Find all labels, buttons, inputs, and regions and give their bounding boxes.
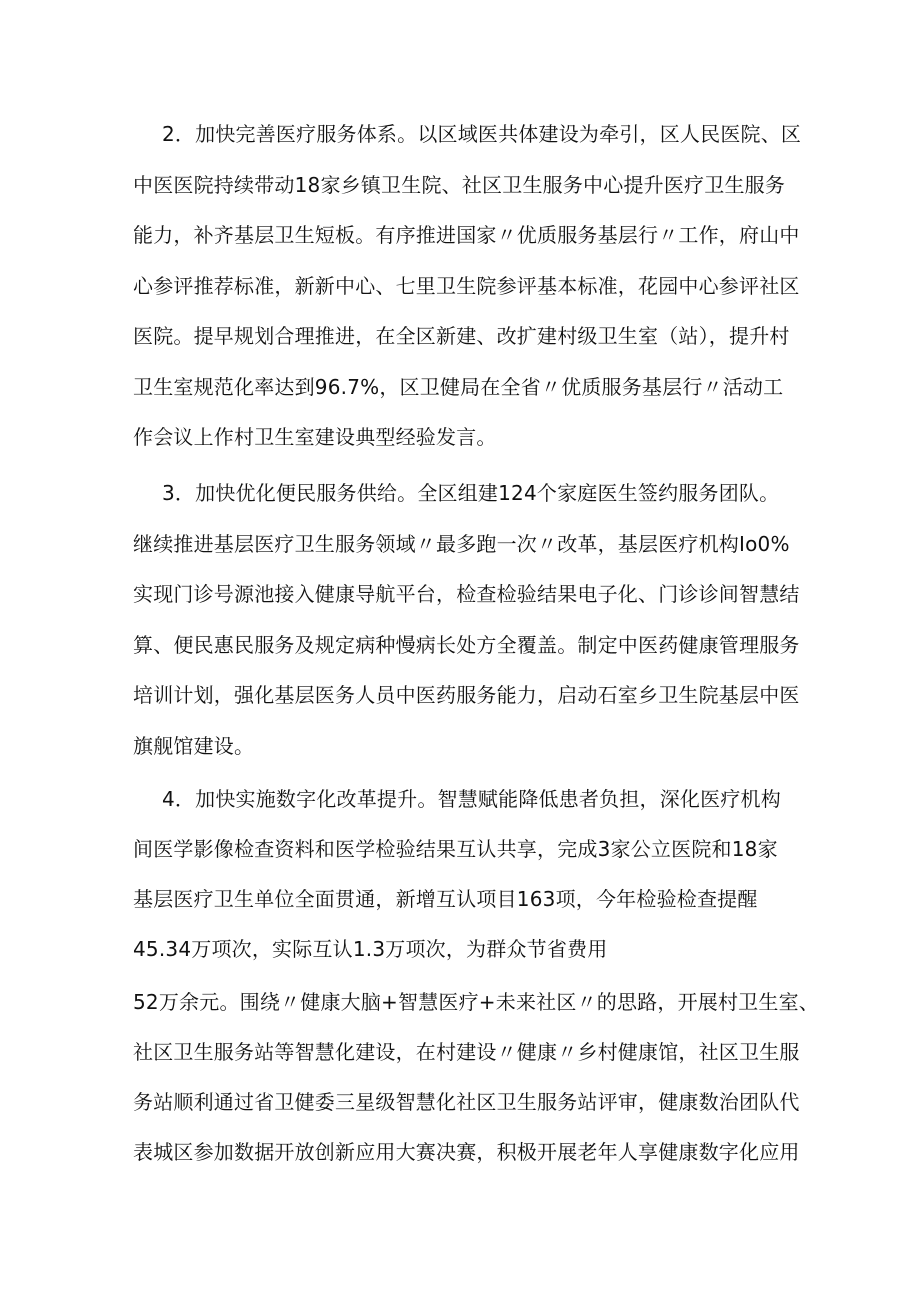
paragraph-2-line-7: 作会议上作村卫生室建设典型经验发言。 — [133, 425, 497, 449]
paragraph-4-line-4: 45.34万项次，实际互认1.3万项次，为群众节省费用 — [133, 937, 608, 961]
paragraph-3-line-6: 旗舰馆建设。 — [133, 734, 255, 758]
paragraph-3-line-5: 培训计划，强化基层医务人员中医药服务能力，启动石室乡卫生院基层中医 — [133, 683, 800, 707]
paragraph-2-line-3: 能力，补齐基层卫生短板。有序推进国家〃优质服务基层行〃工作，府山中 — [133, 223, 800, 247]
paragraph-4-line-3: 基层医疗卫生单位全面贯通，新增互认项目163项，今年检验检查提醒 — [133, 887, 758, 911]
paragraph-2-line-6: 卫生室规范化率达到96.7%，区卫健局在全省〃优质服务基层行〃活动工 — [133, 375, 784, 399]
paragraph-2-line-4: 心参评推荐标准，新新中心、七里卫生院参评基本标准，花园中心参评社区 — [133, 274, 800, 298]
paragraph-5-line-2: 社区卫生服务站等智慧化建设，在村建设〃健康〃乡村健康馆，社区卫生服 — [133, 1040, 800, 1064]
paragraph-4-line-2: 间医学影像检查资料和医学检验结果互认共享，完成3家公立医院和18家 — [133, 837, 778, 861]
paragraph-2-line-5: 医院。提早规划合理推进，在全区新建、改扩建村级卫生室（站），提升村 — [133, 324, 790, 348]
paragraph-3-line-3: 实现门诊号源池接入健康导航平台，检查检验结果电子化、门诊诊间智慧结 — [133, 582, 800, 606]
paragraph-2-line-2: 中医医院持续带动18家乡镇卫生院、社区卫生服务中心提升医疗卫生服务 — [133, 173, 786, 197]
paragraph-3-line-2: 继续推进基层医疗卫生服务领域〃最多跑一次〃改革，基层医疗机构Io0% — [133, 532, 790, 556]
paragraph-5-line-1: 52万余元。围绕〃健康大脑+智慧医疗+未来社区〃的思路，开展村卫生室、 — [133, 990, 819, 1014]
paragraph-3-line-1: 3．加快优化便民服务供给。全区组建124个家庭医生签约服务团队。 — [162, 481, 780, 505]
paragraph-4-line-1: 4．加快实施数字化改革提升。智慧赋能降低患者负担，深化医疗机构 — [162, 787, 781, 811]
paragraph-2-line-1: 2．加快完善医疗服务体系。以区域医共体建设为牵引，区人民医院、区 — [162, 122, 802, 146]
paragraph-5-line-3: 务站顺利通过省卫健委三星级智慧化社区卫生服务站评审，健康数治团队代 — [133, 1090, 800, 1114]
paragraph-3-line-4: 算、便民惠民服务及规定病种慢病长处方全覆盖。制定中医药健康管理服务 — [133, 633, 800, 657]
paragraph-5-line-4: 表城区参加数据开放创新应用大赛决赛，积极开展老年人享健康数字化应用 — [133, 1140, 800, 1164]
